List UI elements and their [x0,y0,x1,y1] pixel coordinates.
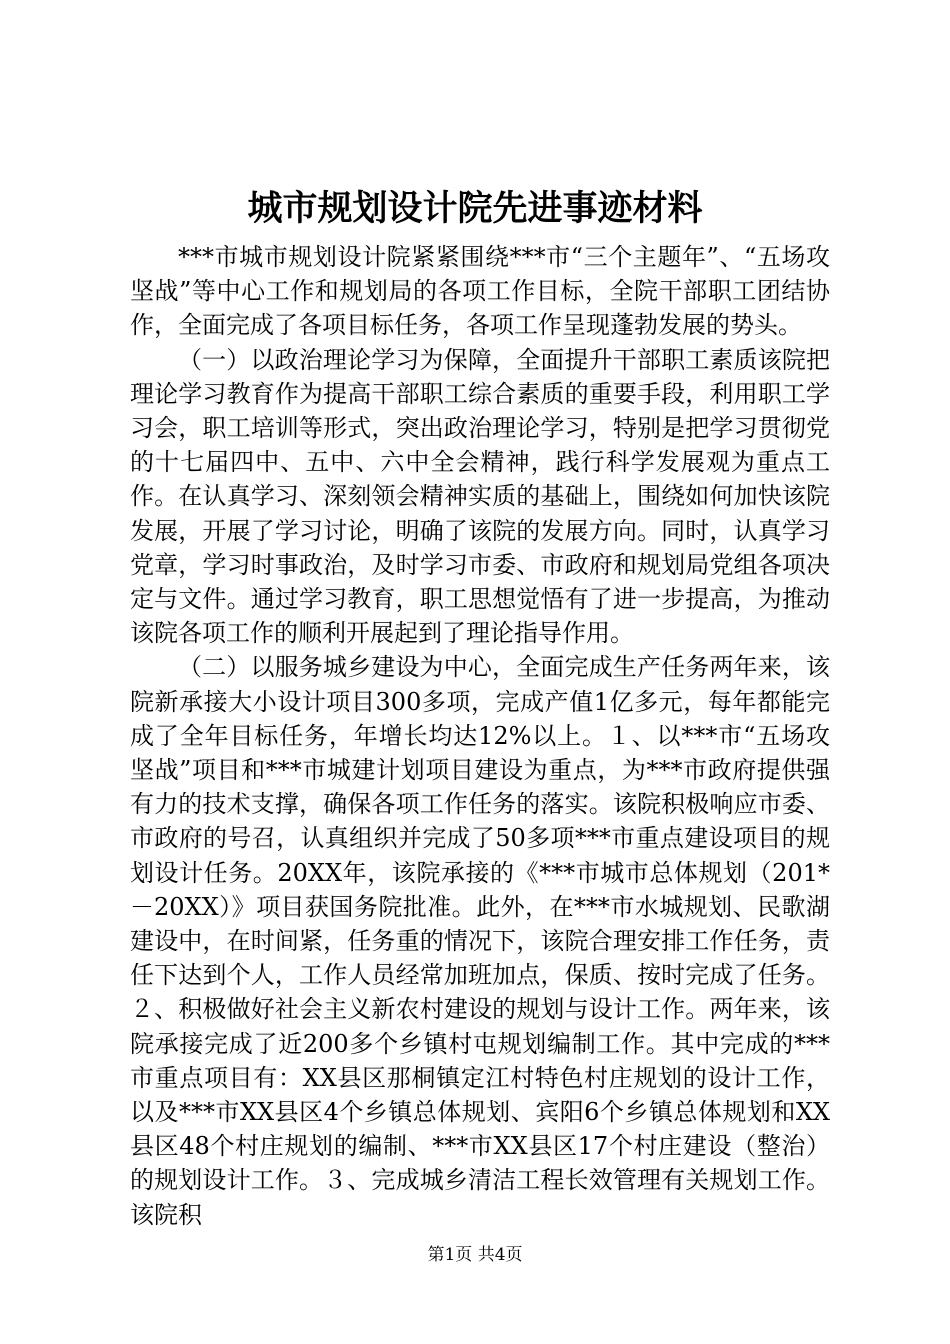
paragraph-section-one: （一）以政治理论学习为保障，全面提升干部职工素质该院把理论学习教育作为提高干部职工综合素质的重要手段，利用职工学习会，职工培训等形式，突出政治理论学习，特别是把学习贯彻党的十七届四中、五中、六中全会精神，践行科学发展观为重点工作。在认真学习、深刻领会精神实质的基础上，围绕如何加快该院发展，开展了学习讨论，明确了该院的发展方向。同时，认真学习党章，学习时事政治，及时学习市委、市政府和规划局党组各项决定与文件。通过学习教育，职工思想觉悟有了进一步提高，为推动该院各项工作的顺利开展起到了理论指导作用。 [130,345,830,648]
page-footer: 第1页 共4页 [427,1245,523,1265]
paragraph-intro: ***市城市规划设计院紧紧围绕***市“三个主题年”、“五场攻坚战”等中心工作和规划局的各项工作目标，全院干部职工团结协作，全面完成了各项目标任务，各项工作呈现蓬勃发展的势头。 [130,243,830,340]
paragraph-section-two: （二）以服务城乡建设为中心，全面完成生产任务两年来，该院新承接大小设计项目300多项，完成产值1亿多元，每年都能完成了全年目标任务，年增长均达12%以上。１、以***市“五场攻坚战”项目和***市城建计划项目建设为重点，为***市政府提供强有力的技术支撑，确保各项工作任务的落实。该院积极响应市委、市政府的号召，认真组织并完成了50多项***市重点建设项目的规划设计任务。20XX年，该院承接的《***市城市总体规划（201*－20XX）》项目获国务院批准。此外，在***市水城规划、民歌湖建设中，在时间紧，任务重的情况下，该院合理安排工作任务，责任下达到个人，工作人员经常加班加点，保质、按时完成了任务。２、积极做好社会主义新农村建设的规划与设计工作。两年来，该院承接完成了近200多个乡镇村屯规划编制工作。其中完成的***市重点项目有：XX县区那桐镇定江村特色村庄规划的设计工作，以及***市XX县区4个乡镇总体规划、宾阳6个乡镇总体规划和XX县区48个村庄规划的编制、***市XX县区17个村庄建设（整治）的规划设计工作。３、完成城乡清洁工程长效管理有关规划工作。该院积 [130,653,830,1229]
document-body [130,240,830,1232]
document-title: 城市规划设计院先进事迹材料 [247,188,703,229]
